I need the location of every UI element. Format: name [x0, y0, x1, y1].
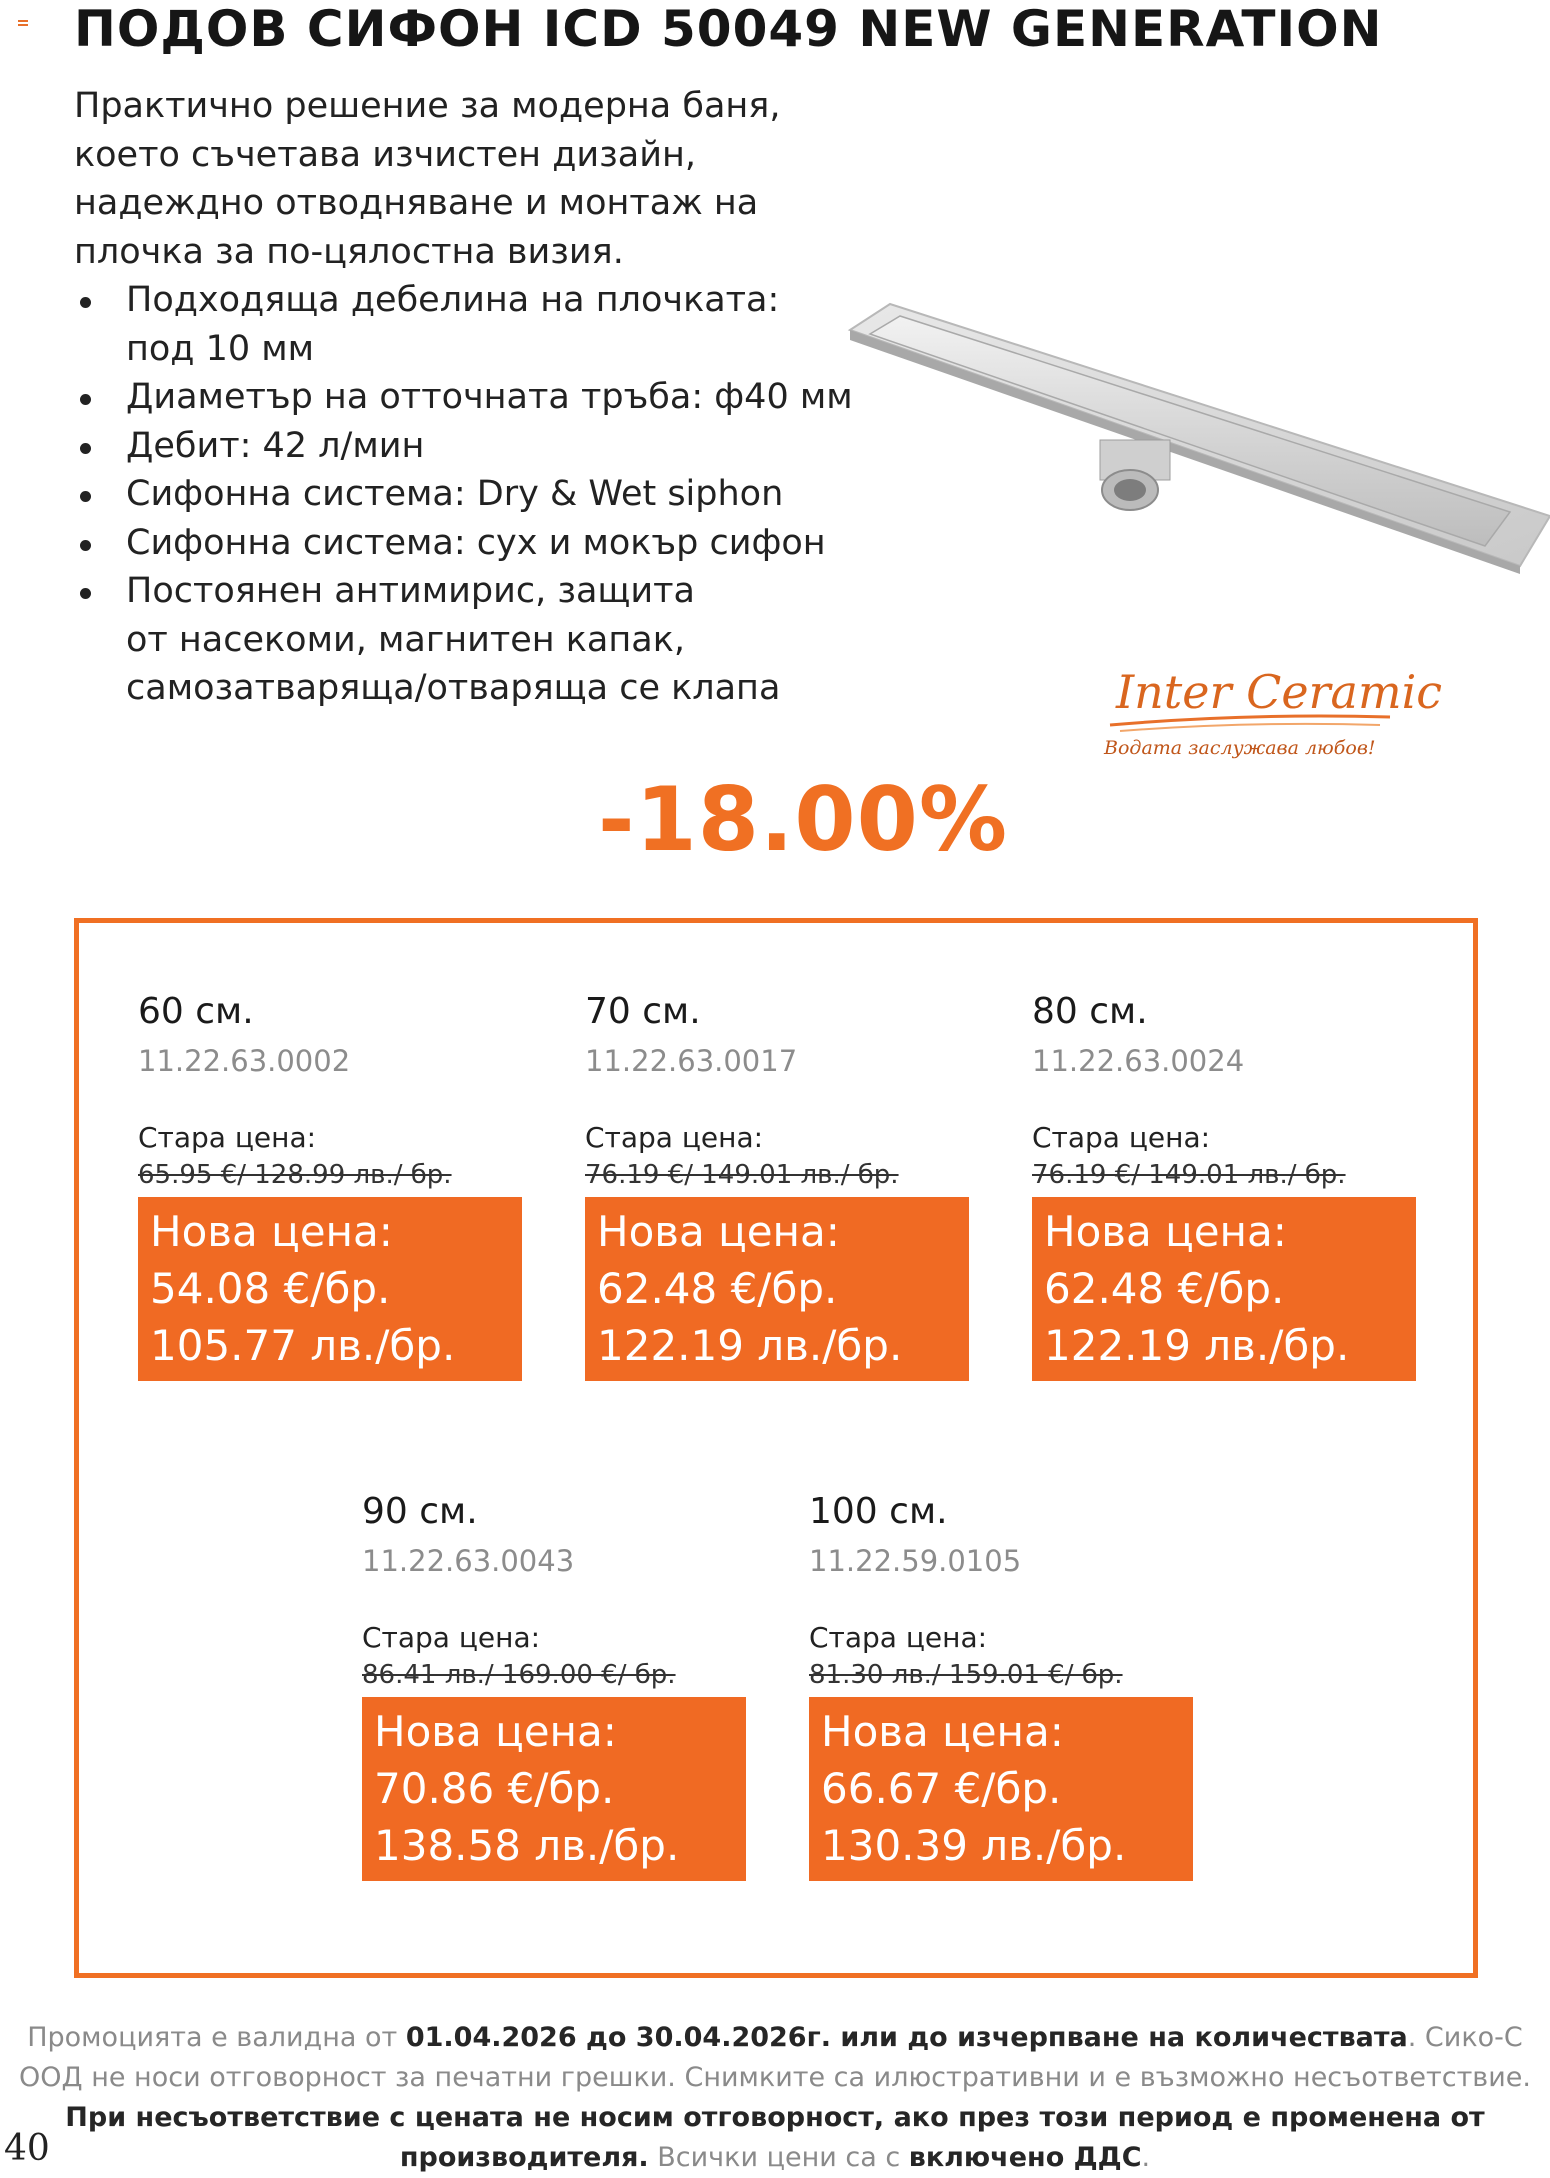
corner-marker — [18, 20, 28, 28]
price-card-100 — [809, 1487, 1199, 1881]
new-price-box — [138, 1197, 522, 1381]
old-price: 86.41 лв./ 169.00 €/ бр. — [362, 1660, 676, 1690]
page-title: ПОДОВ СИФОН ICD 50049 NEW GENERATION — [74, 0, 1383, 58]
footer-validity: 01.04.2026 до 30.04.2026г. или до изчерпване на количествата — [405, 2022, 1408, 2053]
page-number: 40 — [4, 2128, 50, 2169]
old-price-label: Стара цена: — [138, 1121, 317, 1154]
footer-text: Всички цени са с — [648, 2142, 909, 2173]
feature-line: под 10 мм — [126, 328, 315, 369]
brand-tagline: Водата заслужава любов! — [1104, 737, 1376, 759]
size-label: 60 см. — [138, 991, 254, 1032]
new-price-bgn: 105.77 лв./бр. — [150, 1321, 456, 1370]
feature-list — [74, 276, 854, 713]
product-code: 11.22.63.0043 — [362, 1544, 575, 1578]
product-code: 11.22.63.0017 — [585, 1044, 798, 1078]
feature-item — [74, 373, 854, 422]
new-price-label: Нова цена: — [821, 1707, 1064, 1756]
brand-name: Inter Ceramic — [1116, 665, 1443, 719]
brand-logo — [1090, 655, 1443, 775]
new-price-bgn: 122.19 лв./бр. — [1044, 1321, 1350, 1370]
feature-line: Диаметър на отточната тръба: ф40 мм — [126, 377, 853, 417]
new-price-eur: 70.86 €/бр. — [374, 1764, 615, 1813]
old-price-label: Стара цена: — [585, 1121, 764, 1154]
footer-text: Промоцията е валидна от — [27, 2022, 406, 2053]
new-price-box — [585, 1197, 969, 1381]
old-price: 81.30 лв./ 159.01 €/ бр. — [809, 1660, 1123, 1690]
discount-badge: -18.00% — [598, 768, 1009, 871]
feature-item — [74, 276, 854, 373]
footer-vat: включено ДДС — [908, 2142, 1142, 2173]
disclaimer-footer — [0, 2018, 1550, 2178]
description-line: плочка за по-цялостна визия. — [74, 231, 624, 272]
new-price-bgn: 122.19 лв./бр. — [597, 1321, 903, 1370]
shower-drain-image — [830, 290, 1550, 580]
feature-line: Сифонна система: сух и мокър сифон — [126, 522, 826, 563]
new-price-box — [1032, 1197, 1416, 1381]
size-label: 100 см. — [809, 1491, 948, 1532]
new-price-label: Нова цена: — [597, 1207, 840, 1256]
new-price-bgn: 138.58 лв./бр. — [374, 1821, 680, 1870]
size-label: 80 см. — [1032, 991, 1148, 1032]
price-card-80 — [1032, 987, 1422, 1381]
old-price-label: Стара цена: — [1032, 1121, 1211, 1154]
old-price: 76.19 €/ 149.01 лв./ бр. — [585, 1160, 899, 1190]
footer-liability: При несъответствие с цената не носим отговорност, ако през този период е променена от производителя. — [65, 2102, 1485, 2173]
new-price-box — [809, 1697, 1193, 1881]
product-code: 11.22.63.0002 — [138, 1044, 351, 1078]
new-price-label: Нова цена: — [374, 1707, 617, 1756]
feature-item — [74, 567, 854, 713]
footer-text: . Сико-С ООД не носи отговорност за печатни грешки. Снимките са илюстративни и е възможно несъответствие. — [19, 2022, 1531, 2093]
feature-line: самозатваряща/отваряща се клапа — [126, 668, 781, 708]
size-label: 90 см. — [362, 1491, 478, 1532]
description-line: Практично решение за модерна баня, — [74, 86, 781, 126]
old-price-label: Стара цена: — [362, 1621, 541, 1654]
old-price: 65.95 €/ 128.99 лв./ бр. — [138, 1160, 452, 1190]
price-card-70 — [585, 987, 975, 1381]
feature-item — [74, 470, 854, 519]
price-card-60 — [138, 987, 528, 1381]
old-price: 76.19 €/ 149.01 лв./ бр. — [1032, 1160, 1346, 1190]
feature-item — [74, 422, 854, 471]
feature-line: Постоянен антимирис, защита — [126, 571, 695, 611]
new-price-label: Нова цена: — [150, 1207, 393, 1256]
new-price-eur: 66.67 €/бр. — [821, 1764, 1062, 1813]
new-price-eur: 54.08 €/бр. — [150, 1264, 391, 1313]
feature-line: Дебит: 42 л/мин — [126, 425, 425, 466]
new-price-box — [362, 1697, 746, 1881]
new-price-label: Нова цена: — [1044, 1207, 1287, 1256]
feature-line: Подходяща дебелина на плочката: — [126, 280, 780, 320]
price-card-90 — [362, 1487, 752, 1881]
description-line: което съчетава изчистен дизайн, — [74, 134, 696, 175]
feature-line: Сифонна система: Dry & Wet siphon — [126, 474, 784, 514]
new-price-eur: 62.48 €/бр. — [1044, 1264, 1285, 1313]
old-price-label: Стара цена: — [809, 1621, 988, 1654]
product-code: 11.22.59.0105 — [809, 1544, 1022, 1578]
product-description — [74, 82, 834, 276]
footer-text: . — [1141, 2142, 1151, 2173]
new-price-bgn: 130.39 лв./бр. — [821, 1821, 1127, 1870]
feature-line: от насекоми, магнитен капак, — [126, 619, 685, 660]
feature-item — [74, 519, 854, 568]
product-code: 11.22.63.0024 — [1032, 1044, 1245, 1078]
new-price-eur: 62.48 €/бр. — [597, 1264, 838, 1313]
size-label: 70 см. — [585, 991, 701, 1032]
description-line: надеждно отводняване и монтаж на — [74, 183, 759, 223]
